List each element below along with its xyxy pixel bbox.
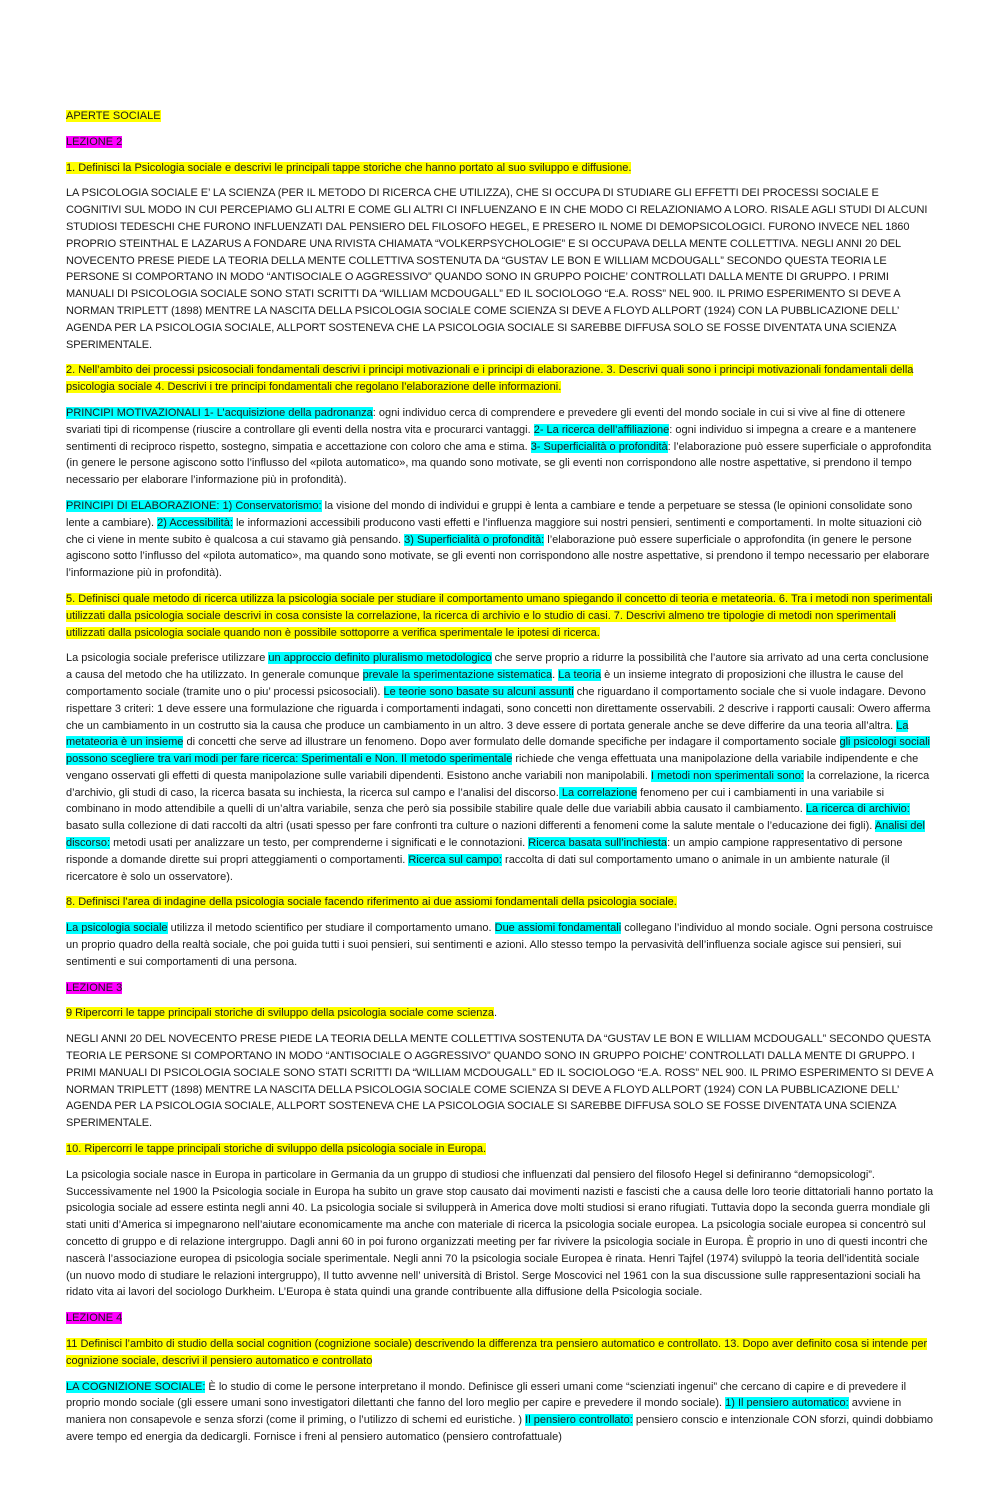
key-term-highlight: LA COGNIZIONE SOCIALE:: [66, 1380, 206, 1393]
highlighted-text: APERTE SOCIALE: [66, 110, 161, 122]
lesson-3-label: [66, 980, 936, 997]
lesson-label-text: LEZIONE 4: [66, 1312, 123, 1325]
key-term-highlight: La ricerca di archivio:: [805, 803, 910, 816]
key-term-highlight: gli psicologi sociali possono scegliere tra vari modi per fare ricerca: Sperimentali e Non. Il metodo sperimentale: [66, 736, 930, 766]
lesson-4-label: [66, 1310, 936, 1327]
body-text: pensiero conscio e intenzionale CON sforzi, quindi dobbiamo avere tempo ed energia da dedicargli. Fornisce i freni al pensiero automatico (pensiero controfattuale): [66, 1414, 934, 1443]
body-text: che riguardano il comportamento sociale che si vuole indagare. Devono rispettare 3 criteri: 1 deve essere una formulazione che riguarda i comportamenti indagati, sono concetti non direttamente osservabili. 2 descrive i rapporti causali: Owero afferma che un cambiamento in un costrutto sia la causa che produce un cambiamento in un altro. 3 deve essere di portata generale anche se deve differire da una teoria all’altra.: [66, 685, 931, 732]
body-text: utilizza il metodo scientifico per studiare il comportamento umano.: [167, 922, 495, 935]
highlighted-text: 8. Definisci l’area di indagine della psicologia sociale facendo riferimento ai due assiomi fondamentali della psicologia sociale.: [66, 896, 677, 909]
key-term-highlight: I metodi non sperimentali sono:: [651, 769, 804, 782]
question-11-13: [66, 1336, 936, 1370]
body-text: : l’elaborazione può essere superficiale o approfondita (in genere le persone agiscono sotto l’influsso del «pilota automatico», ma quando sono motivate, se gli eventi non corrispondono alle nostre aspettative, si prendono il tempo necessario per elaborare l’informazione più in profondità).: [66, 440, 932, 487]
question-9: [66, 1005, 936, 1022]
body-text: NEGLI ANNI 20 DEL NOVECENTO PRESE PIEDE LA TEORIA DELLA MENTE COLLETTIVA SOSTENUTA DA “GUSTAV LE BON E WILLIAM MCDOUGALL” SECONDO QUESTA TEORIA LE PERSONE SI COMPORTANO IN MODO “ANTISOCIALE O AGGRESSIVO” QUANDO SONO IN GRUPPO POICHE’ CONTROLLATI DALLA MENTE DI GRUPPO. I PRIMI MANUALI DI PSICOLOGIA SOCIALE SONO STATI SCRITTI DA “WILLIAM MCDOUGALL” ED IL SOCIOLOGO “E.A. ROSS” NEL 900. IL PRIMO ESPERIMENTO SI DEVE A NORMAN TRIPLETT (1898) MENTRE LA NASCITA DELLA PSICOLOGIA SOCIALE COME SCIENZA SI DEVE A FLOYD ALLPORT (1924) CON LA PUBBLICAZIONE DELL’ AGENDA PER LA PSICOLOGIA SOCIALE, ALLPORT SOSTENEVA CHE LA PSICOLOGIA SOCIALE SI SAREBBE DIFFUSA SOLO SE FOSSE DIVENTATA UNA SCIENZA SPERIMENTALE.: [66, 1033, 933, 1130]
key-term-highlight: La correlazione: [558, 786, 638, 799]
key-term-highlight: 2) Accessibilità:: [157, 516, 233, 529]
key-term-highlight: Le teorie sono basate su alcuni assunti: [383, 685, 574, 698]
key-term-highlight: 3) Superficialità o profondità:: [404, 533, 545, 546]
key-term-highlight: Due assiomi fondamentali: [494, 922, 622, 935]
key-term-highlight: Ricerca sul campo:: [408, 853, 502, 866]
body-text: basato sulla collezione di dati raccolti da altri (usati spesso per fare confronti tra culture o nazioni differenti a fenomeni come la salute mentale o l’educazione dei figli).: [66, 820, 875, 833]
body-text: avviene in maniera non consapevole e senza sforzi (come il priming, o l’utilizzo di schemi ed euristiche. ): [66, 1397, 902, 1427]
answer-social-cognition: [66, 1379, 936, 1446]
body-text: la correlazione, la ricerca d’archivio, gli studi di caso, la ricerca basata su inchiesta, la ricerca sul campo e l’analisi del discorso.: [66, 769, 930, 799]
question-10: [66, 1141, 936, 1158]
question-2-3-4: [66, 362, 936, 396]
highlighted-text: 1. Definisci la Psicologia sociale e descrivi le principali tappe storiche che hanno portato al suo sviluppo e diffusione.: [66, 161, 632, 174]
lesson-2-label: [66, 134, 936, 151]
key-term-highlight: prevale la sperimentazione sistematica: [362, 669, 553, 682]
answer-motivational-principles: [66, 405, 936, 489]
key-term-highlight: PRINCIPI DI ELABORAZIONE: 1) Conservatorismo:: [66, 499, 322, 512]
question-1: [66, 160, 936, 177]
answer-elaboration-principles: [66, 498, 936, 582]
answer-research-methods: [66, 650, 936, 885]
body-text: richiede che venga effettuata una manipolazione della variabile indipendente e che vengano osservati gli effetti di questa manipolazione sulle variabili dipendenti. Esistono anche variabili non manipolabili.: [66, 753, 919, 782]
body-text: La psicologia sociale nasce in Europa in particolare in Germania da un gruppo di studiosi che influenzati dal pensiero del filosofo Hegel si definiranno “demopsicologi”. Successivamente nel 1900 la Psicologia sociale in Europa ha subito un grave stop causato dai movimenti nazisti e fascisti che a causa delle loro teorie dittatoriali hanno portato la psicologia sociale ad essere estinta negli anni 40. La psicologia sociale si svilupperà in America dove molti studiosi si erano rifugiati. Tuttavia dopo la seconda guerra mondiale gli stati uniti d’America si impegnarono nell’aiutare economicamente ma anche con materiale di ricerca la psicologia sociale europea. La psicologia sociale europea si concentrò sul concetto di gruppo e di relazione intergruppo. Dagli anni 60 in poi furono organizzati meeting per far rivivere la psicologia sociale in Europa. È proprio in uno di questi incontri che nascerà l’associazione europea di psicologia sociale sperimentale. Negli anni 70 la psicologia sociale Europea è rinata. Henri Tajfel (1974) sviluppò la teoria dell’identità sociale (un nuovo modo di studiare le relazioni intergruppo), Il tutto avvenne nell’ università di Bristol. Serge Moscovici nel 1961 con la sua discussione sulle rappresentazioni sociali ha ridato vita ai lavori del sociologo Durkheim. L’Europa è stata quindi una grande contribuente alla diffusione della Psicologia sociale.: [66, 1168, 934, 1299]
body-text: LA PSICOLOGIA SOCIALE E’ LA SCIENZA (PER IL METODO DI RICERCA CHE UTILIZZA), CHE SI OCCUPA DI STUDIARE GLI EFFETTI DEI PROCESSI SOCIALE E COGNITIVI SUL MODO IN CUI PERCEPIAMO GLI ALTRI E COME GLI ALTRI CI INFLUENZANO E IN CHE MODO CI RELAZIONIAMO A LORO. RISALE AGLI STUDI DI ALCUNI STUDIOSI TEDESCHI CHE FURONO INFLUENZATI DAL PENSIERO DEL FILOSOFO HEGEL, E PRESERO IL NOME DI DEMOPSICOLOGICI. FURONO INVECE NEL 1860 PROPRIO STEINTHAL E LAZARUS A FONDARE UNA RIVISTA CHIAMATA “VOLKERPSYCHOLOGIE” E SI OCCUPAVA DELLA MENTE COLLETTIVA. NEGLI ANNI 20 DEL NOVECENTO PRESE PIEDE LA TEORIA DELLA MENTE COLLETTIVA SOSTENUTA DA “GUSTAV LE BON E WILLIAM MCDOUGALL” SECONDO QUESTA TEORIA LE PERSONE SI COMPORTANO IN MODO “ANTISOCIALE O AGGRESSIVO” QUANDO SONO IN GRUPPO POICHE’ CONTROLLATI DALLA MENTE DI GRUPPO. I PRIMI MANUALI DI PSICOLOGIA SOCIALE SONO STATI SCRITTI DA “WILLIAM MCDOUGALL” ED IL SOCIOLOGO “E.A. ROSS” NEL 900. IL PRIMO ESPERIMENTO SI DEVE A NORMAN TRIPLETT (1898) MENTRE LA NASCITA DELLA PSICOLOGIA SOCIALE COME SCIENZA SI DEVE A FLOYD ALLPORT (1924) CON LA PUBBLICAZIONE DELL’ AGENDA PER LA PSICOLOGIA SOCIALE, ALLPORT SOSTENEVA CHE LA PSICOLOGIA SOCIALE SI SAREBBE DIFFUSA SOLO SE FOSSE DIVENTATA UNA SCIENZA SPERIMENTALE.: [66, 187, 928, 351]
highlighted-text: 9 Ripercorri le tappe principali storiche di sviluppo della psicologia sociale come scienza: [66, 1007, 494, 1020]
answer-9: [66, 1031, 936, 1132]
question-5-6-7: [66, 591, 936, 641]
key-term-highlight: La teoria: [558, 669, 602, 682]
body-text: le informazioni accessibili producono vasti effetti e l’influenza maggiore sui nostri pensieri, sentimenti e comportamenti. In molte situazioni ciò che ci viene in mente subito è qualcosa a cui stavamo già pensando.: [66, 516, 922, 546]
document-page: [66, 108, 936, 1455]
answer-10: [66, 1167, 936, 1301]
key-term-highlight: Analisi del discorso:: [66, 820, 925, 850]
lesson-label-text: LEZIONE 2: [66, 135, 123, 148]
body-text: metodi usati per analizzare un testo, per comprenderne i significati e le connotazioni.: [110, 837, 529, 850]
body-text: : ogni individuo cerca di comprendere e prevedere gli eventi del mondo sociale in cui si vive al fine di ottenere svariati tipi di ricompense (riuscire a controllare gli eventi della nostra vita e procurarci vantaggi.: [66, 406, 906, 436]
highlighted-text: 10. Ripercorri le tappe principali storiche di sviluppo della psicologia sociale in Europa.: [66, 1143, 487, 1156]
body-text: : ogni individuo si impegna a creare e a mantenere sentimenti di reciproco rispetto, sostegno, simpatia e accettazione con coloro che ama e stima.: [66, 423, 917, 453]
body-text: fenomeno per cui i cambiamenti in una variabile si combinano in modo attendibile a quelli di un’altra variabile, senza che però sia possibile stabilire quale delle due variabili abbia causato il cambiamento.: [66, 786, 885, 816]
answer-8: [66, 920, 936, 970]
key-term-highlight: 2- La ricerca dell’affiliazione: [533, 423, 670, 436]
body-text: di concetti che serve ad illustrare un fenomeno. Dopo aver formulato delle domande specifiche per indagare il comportamento sociale: [183, 736, 840, 749]
body-text: È lo studio di come le persone interpretano il mondo. Definisce gli esseri umani come “scienziati ingenui” che cercano di capire e di prevedere il proprio mondo sociale (gli essere umani sono investigatori dilettanti che fanno del loro meglio per capire e prevedere il mondo sociale).: [66, 1380, 907, 1410]
body-text: : un ampio campione rappresentativo di persone risponde a domande dirette sui propri atteggiamenti o comportamenti.: [66, 837, 903, 866]
body-text: che serve proprio a ridurre la possibilità che l’autore sia arrivato ad una certa conclusione a causa del metodo che ha utilizzato. In generale comunque: [66, 652, 929, 682]
highlighted-text: 11 Definisci l’ambito di studio della social cognition (cognizione sociale) descrivendo la differenza tra pensiero automatico e controllato. 13. Dopo aver definito cosa si intende per cognizione sociale, descrivi il pensiero automatico e controllato: [66, 1338, 928, 1367]
highlighted-text: 5. Definisci quale metodo di ricerca utilizza la psicologia sociale per studiare il comportamento umano spiegando il concetto di teoria e metateoria. 6. Tra i metodi non sperimentali utilizzati dalla psicologia sociale descrivi in cosa consiste la correlazione, la ricerca di archivio e lo studio di casi. 7. Descrivi almeno tre tipologie di metodi non sperimentali utilizzati dalla psicologia sociale quando non è possibile sottoporre a verifica sperimentale le ipotesi di ricerca.: [66, 592, 933, 639]
highlighted-text: 2. Nell’ambito dei processi psicosociali fondamentali descrivi i principi motivazionali e i principi di elaborazione. 3. Descrivi quali sono i principi motivazionali fondamentali della psicologia sociale 4. Descrivi i tre principi fondamentali che regolano l’elaborazione delle informazioni.: [66, 364, 914, 394]
body-text: l’elaborazione può essere superficiale o approfondita (in genere le persone agiscono sotto l’influsso del «pilota automatico», ma quando sono motivate, se gli eventi non corrispondono alle nostre aspettative, si prendono il tempo necessario per elaborare l’informazione più in profondità).: [66, 533, 930, 580]
key-term-highlight: PRINCIPI MOTIVAZIONALI 1- L’acquisizione della padronanza: [66, 406, 373, 419]
key-term-highlight: La psicologia sociale: [66, 922, 168, 935]
body-text: la visione del mondo di individui e gruppi è lenta a cambiare e tende a perpetuare se stessa (le opinioni consolidate sono lente a cambiare).: [66, 499, 913, 529]
body-text: .: [494, 1007, 498, 1020]
body-text: raccolta di dati sul comportamento umano o animale in un ambiente naturale (il ricercatore è solo un osservatore).: [66, 853, 890, 883]
key-term-highlight: Ricerca basata sull’inchiesta: [528, 837, 668, 850]
doc-title: [66, 108, 936, 125]
body-text: .: [552, 669, 559, 682]
body-text: collegano l’individuo al mondo sociale. Ogni persona costruisce un proprio quadro della realtà sociale, che poi guida tutti i suoi pensieri, sui sentimenti e azioni. Allo stesso tempo la pervasività dell’influenza sociale agisce sui pensieri, sui sentimenti e sui comportamenti di una persona.: [66, 922, 934, 968]
body-text: La psicologia sociale preferisce utilizzare: [66, 652, 269, 665]
body-text: è un insieme integrato di proposizioni che illustra le cause del comportamento sociale (tramite uno o piu’ processi psicosociali).: [66, 669, 904, 698]
lesson-label-text: LEZIONE 3: [66, 981, 123, 994]
key-term-highlight: La metateoria è un insieme: [66, 719, 909, 749]
key-term-highlight: 1) Il pensiero automatico:: [725, 1397, 849, 1410]
question-8: [66, 894, 936, 911]
answer-1: [66, 185, 936, 353]
key-term-highlight: 3- Superficialità o profondità: [530, 440, 668, 453]
key-term-highlight: Il pensiero controllato:: [525, 1414, 633, 1427]
key-term-highlight: un approccio definito pluralismo metodologico: [268, 652, 492, 665]
